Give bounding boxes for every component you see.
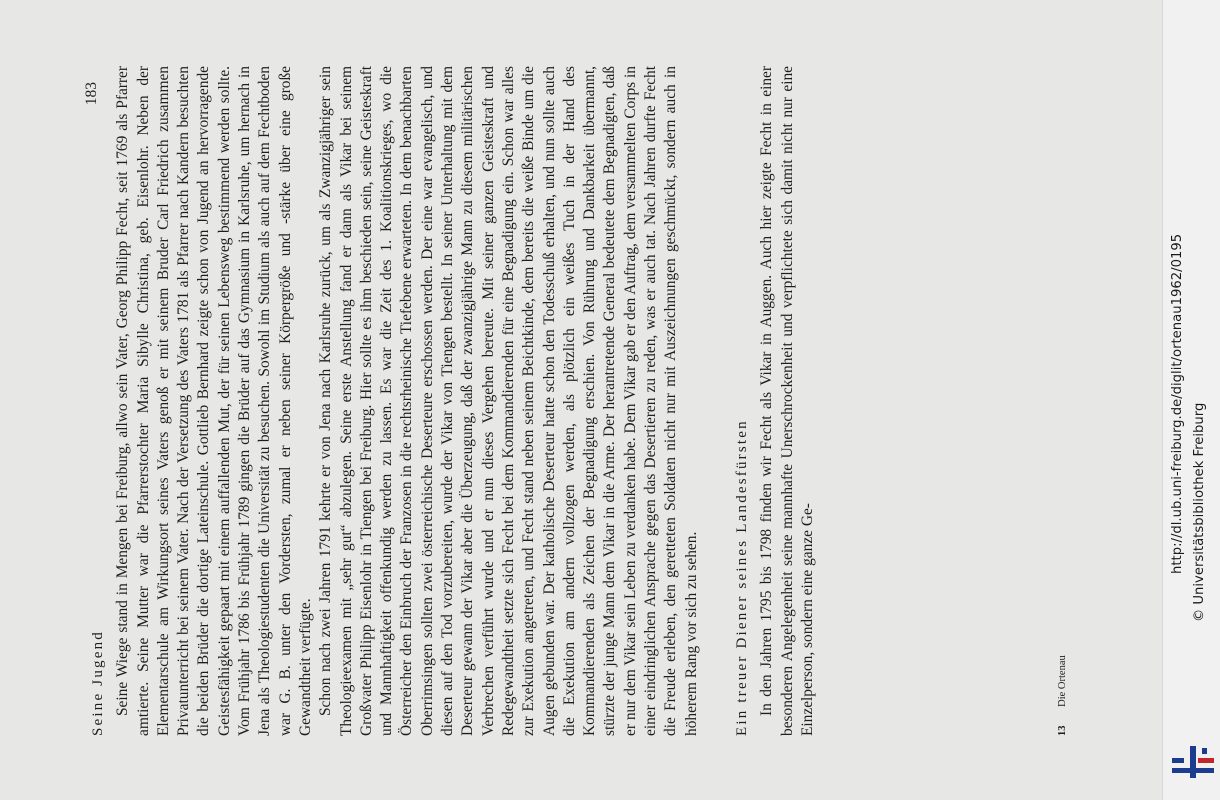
paragraph: In den Jahren 1795 bis 1798 finden wir Fecht als Vikar in Auggen. Auch hier zeigte Fecht in einer besonderen Angelegenheit seine mannhafte Unerschrockenheit und verpflichtete sich damit nicht nur eine Einzelperson, sondern eine ganze Ge-	[758, 66, 816, 736]
page-footer	[1056, 655, 1070, 736]
journal-title: Die Ortenau	[1057, 655, 1068, 707]
paragraph: Seine Wiege stand in Mengen bei Freiburg, allwo sein Vater, Georg Philipp Fecht, seit 1769 als Pfarrer amtierte. Seine Mutter war die Pfarrerstochter Maria Sibylle Christina, geb. Eisenlohr. Neben der Elementarschule am Wirkungsort seines Vaters genoß er mit seinem Bruder Carl Friedrich zusammen Privatunterricht bei seinem Vater. Nach der Versetzung des Vaters 1781 als Pfarrer nach Kandern besuchten die beiden Brüder die dortige Lateinschule. Gottlieb Bernhard zeigte schon von Jugend an hervorragende Geistesfähigkeit gepaart mit einem auffallenden Mut, der für seinen Lebensweg bestimmend werden sollte. Vom Frühjahr 1786 bis Frühjahr 1789 gingen die Brüder auf das Gymnasium in Karlsruhe, um hernach in Jena als Theologiestudenten die Universität zu besuchen. Sowohl im Studium als auch auf dem Fechtboden war G. B. unter den Vordersten, zumal er neben seiner Körpergröße und -stärke über eine große Gewandtheit verfügte.	[114, 66, 314, 736]
signature-mark: 13	[1057, 725, 1068, 736]
ub-freiburg-logo-icon	[1170, 744, 1216, 780]
section-heading: Ein treuer Diener seines Landesfürsten	[733, 419, 750, 736]
page-number: 183	[83, 82, 100, 106]
paragraph: Schon nach zwei Jahren 1791 kehrte er von Jena nach Karlsruhe zurück, um als Zwanzigjähriger sein Theologieexamen mit „sehr gut“ abzulegen. Seine erste Anstellung fand er dann als Vikar bei seinem Großvater Philipp Eisenlohr in Tiengen bei Freiburg. Hier sollte es ihm beschieden sein, seine Geisteskraft und Mannhaftigkeit offenkundig werden zu lassen. Es war die Zeit des 1. Koalitionskrieges, wo die Österreicher den Einbruch der Franzosen in die rechtsrheinische Tiefebene erwarteten. In dem benachbarten Oberrimsingen sollten zwei österreichische Deserteure erschossen werden. Der eine war evangelisch, und diesen auf den Tod vorzubereiten, wurde der Vikar von Tiengen bestellt. In seiner Unterhaltung mit dem Deserteur gewann der Vikar aber die Überzeugung, daß der zwanzigjährige Mann zu diesem militärischen Verbrechen verführt wurde und er nun dieses Vergehen bereute. Mit seiner ganzen Geisteskraft und Redegewandtheit setzte sich Fecht bei dem Kommandierenden für eine Begnadigung ein. Schon war alles zur Exekution angetreten, und Fecht stand neben seinem Beichtkinde, dem bereits die weiße Binde um die Augen gebunden war. Der katholische Deserteur hatte schon den Todesschuß erhalten, und nun sollte auch die Exekution am andern vollzogen werden, als plötzlich ein weißes Tuch in der Hand des Kommandierenden als Zeichen der Begnadigung erschien. Von Rührung und Dankbarkeit übermannt, stürzte der junge Mann dem Vikar in die Arme. Der herantretende General bedeutete dem Begnadigten, daß er nur dem Vikar sein Leben zu verdanken habe. Dem Vikar gab er den Auftrag, dem versammelten Corps in einer eindringlichen Ansprache gegen das Desertieren zu reden, was er auch tat. Nach Jahren durfte Fecht die Freude erleben, den geretteten Soldaten nicht nur mit Auszeichnungen geschmückt, sondern auch in höherem Rang vor sich zu sehen.	[317, 66, 700, 736]
copyright-notice: © Universitätsbibliothek Freiburg	[1192, 402, 1207, 622]
section-heading: Seine Jugend	[90, 630, 106, 736]
section-jugend	[88, 66, 702, 736]
section-diener	[732, 66, 818, 736]
permalink-url[interactable]: http://dl.ub.uni-freiburg.de/diglit/ortenau1962/0195	[1170, 233, 1185, 574]
